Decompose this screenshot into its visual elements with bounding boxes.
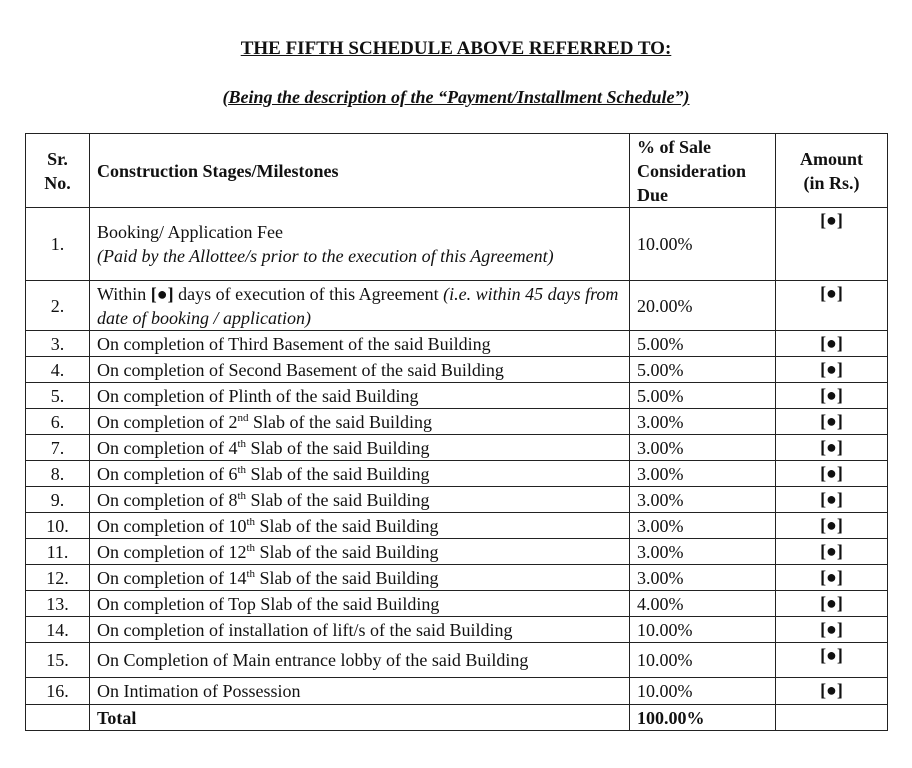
header-percent: % of Sale Consideration Due [630,134,776,208]
row-percent: 3.00% [630,539,776,565]
row-sr: 9. [26,487,90,513]
total-sr [26,705,90,731]
table-row [26,281,888,331]
schedule-title: THE FIFTH SCHEDULE ABOVE REFERRED TO: [240,38,672,59]
payment-schedule-table [25,133,888,731]
row-stage: On completion of installation of lift/s of the said Building [90,617,630,643]
table-row [26,461,888,487]
row-sr: 13. [26,591,90,617]
row-amount: [●] [776,591,888,617]
row-percent: 3.00% [630,461,776,487]
table-row [26,591,888,617]
row-amount: [●] [776,643,888,678]
row-amount: [●] [776,331,888,357]
row-amount: [●] [776,617,888,643]
header-stage: Construction Stages/Milestones [90,134,630,208]
row-amount: [●] [776,435,888,461]
table-row [26,357,888,383]
row-sr: 10. [26,513,90,539]
row-stage: On completion of Third Basement of the said Building [90,331,630,357]
row-sr: 15. [26,643,90,678]
row-amount: [●] [776,539,888,565]
row-stage: On completion of 12th Slab of the said Building [90,539,630,565]
row-stage: On completion of 8th Slab of the said Building [90,487,630,513]
row-sr: 4. [26,357,90,383]
table-row [26,208,888,281]
row-stage: On completion of 10th Slab of the said Building [90,513,630,539]
row-sr: 14. [26,617,90,643]
table-row [26,678,888,705]
stage-placeholder: [●] [150,283,174,304]
row-sr: 6. [26,409,90,435]
table-row [26,409,888,435]
row-percent: 10.00% [630,643,776,678]
row-sr: 16. [26,678,90,705]
row-stage: On completion of Second Basement of the said Building [90,357,630,383]
table-row [26,487,888,513]
row-stage [90,281,630,331]
row-stage: On Completion of Main entrance lobby of the said Building [90,643,630,678]
row-sr: 1. [26,208,90,281]
row-sr: 5. [26,383,90,409]
row-amount: [●] [776,513,888,539]
row-stage: On completion of Plinth of the said Building [90,383,630,409]
row-percent: 20.00% [630,281,776,331]
row-percent: 10.00% [630,208,776,281]
table-row [26,383,888,409]
row-amount: [●] [776,487,888,513]
table-row [26,643,888,678]
stage-note: (Paid by the Allottee/s prior to the execution of this Agreement) [97,246,554,266]
row-percent: 5.00% [630,331,776,357]
row-stage: On completion of 14th Slab of the said Building [90,565,630,591]
table-header-row [26,134,888,208]
total-label: Total [90,705,630,731]
header-sr-no: Sr. No. [26,134,90,208]
stage-text: Within [97,283,151,304]
header-amount: Amount (in Rs.) [776,134,888,208]
row-sr: 11. [26,539,90,565]
table-row [26,617,888,643]
table-row [26,331,888,357]
stage-text: Booking/ Application Fee [97,222,283,242]
row-percent: 4.00% [630,591,776,617]
row-stage: On Intimation of Possession [90,678,630,705]
row-percent: 3.00% [630,435,776,461]
row-percent: 3.00% [630,565,776,591]
row-stage: On completion of 4th Slab of the said Building [90,435,630,461]
row-amount: [●] [776,383,888,409]
row-sr: 7. [26,435,90,461]
stage-text: days of execution of this Agreement [173,283,444,304]
row-stage [90,208,630,281]
total-percent: 100.00% [630,705,776,731]
row-percent: 5.00% [630,383,776,409]
row-stage: On completion of 6th Slab of the said Building [90,461,630,487]
stage-note: (i.e. within 45 days from date of booking / application) [97,283,619,328]
table-row [26,565,888,591]
row-amount: [●] [776,678,888,705]
row-amount: [●] [776,409,888,435]
row-amount: [●] [776,208,888,281]
row-percent: 5.00% [630,357,776,383]
row-sr: 12. [26,565,90,591]
row-amount: [●] [776,281,888,331]
total-amount [776,705,888,731]
row-percent: 3.00% [630,409,776,435]
row-percent: 3.00% [630,487,776,513]
table-row [26,539,888,565]
schedule-subtitle: (Being the description of the “Payment/Installment Schedule”) [222,87,690,107]
row-stage: On completion of Top Slab of the said Building [90,591,630,617]
row-sr: 2. [26,281,90,331]
row-amount: [●] [776,357,888,383]
row-percent: 10.00% [630,678,776,705]
row-percent: 10.00% [630,617,776,643]
row-sr: 3. [26,331,90,357]
row-stage: On completion of 2nd Slab of the said Building [90,409,630,435]
row-amount: [●] [776,461,888,487]
row-amount: [●] [776,565,888,591]
row-percent: 3.00% [630,513,776,539]
row-sr: 8. [26,461,90,487]
total-row [26,705,888,731]
table-row [26,513,888,539]
table-row [26,435,888,461]
